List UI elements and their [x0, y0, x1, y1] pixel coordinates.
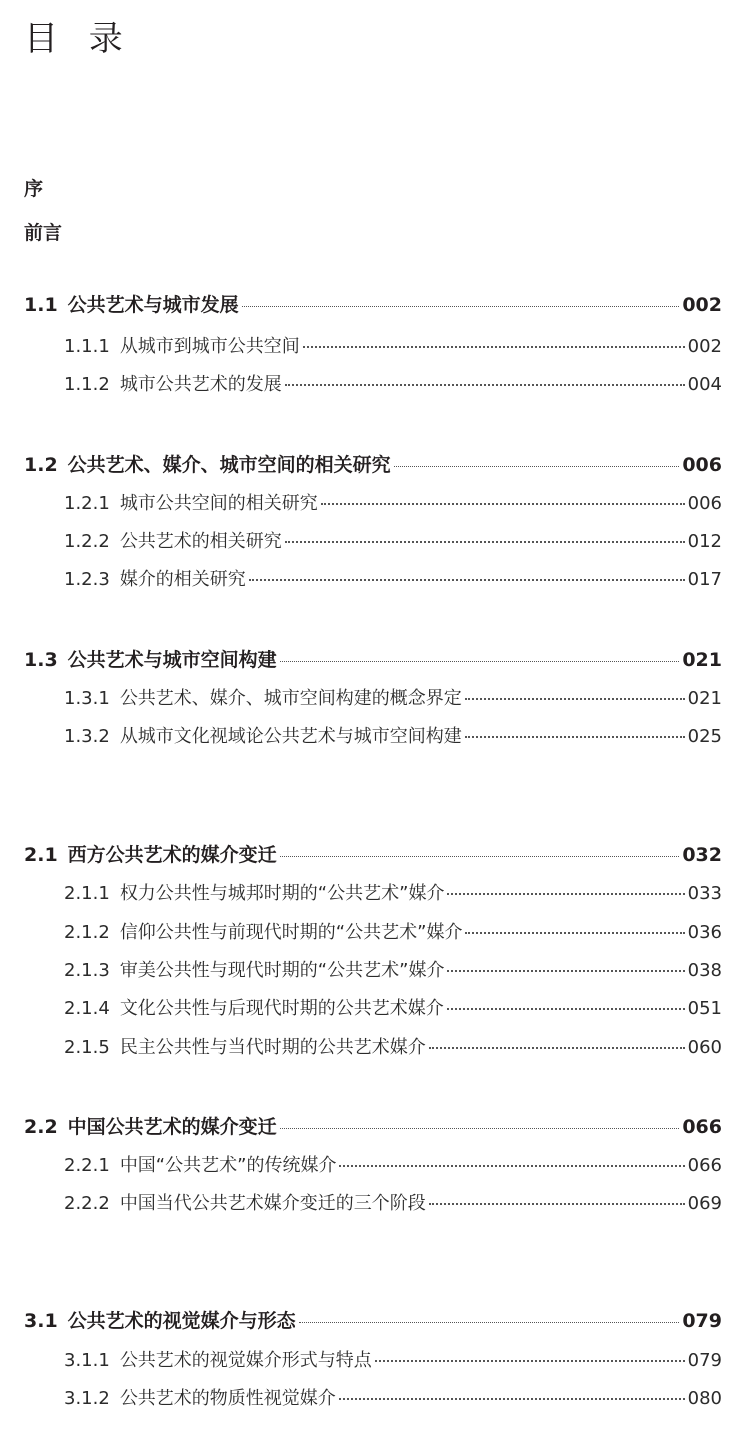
entry-number: 1.2.1 [64, 493, 110, 514]
entry-title: 中国“公共艺术”的传统媒介 [119, 1155, 337, 1176]
front-item-preface[interactable]: 序 [24, 178, 44, 200]
dot-leader [299, 1322, 680, 1323]
dot-leader [447, 1008, 685, 1010]
entry-number: 2.1.3 [64, 960, 110, 981]
page-number: 002 [682, 294, 722, 316]
page-number: 051 [687, 998, 722, 1019]
dot-leader [249, 579, 685, 581]
entry-number: 2.2 [24, 1116, 58, 1138]
entry-title: 城市公共艺术的发展 [119, 374, 282, 395]
dot-leader [465, 932, 684, 934]
entry-number: 2.2.2 [64, 1193, 110, 1214]
entry-title: 公共艺术与城市空间构建 [67, 649, 277, 671]
page-number: 079 [687, 1350, 722, 1371]
entry-number: 2.1.2 [64, 922, 110, 943]
page-title: 目 录 [24, 19, 133, 59]
entry-number: 1.3.2 [64, 726, 110, 747]
entry-number: 3.1.1 [64, 1350, 110, 1371]
entry-title: 公共艺术、媒介、城市空间的相关研究 [67, 454, 391, 476]
entry-number: 1.2.2 [64, 531, 110, 552]
dot-leader [339, 1165, 684, 1167]
page-number: 060 [687, 1037, 722, 1058]
dot-leader [394, 466, 680, 467]
entry-number: 1.3 [24, 649, 58, 671]
entry-number: 2.1.5 [64, 1037, 110, 1058]
toc-subsection-entry[interactable] [64, 1195, 722, 1213]
toc-subsection-entry[interactable] [64, 376, 722, 394]
entry-number: 1.1.1 [64, 336, 110, 357]
front-item-foreword[interactable]: 前言 [24, 222, 63, 244]
dot-leader [447, 970, 684, 972]
page-number: 033 [687, 883, 722, 904]
page-number: 006 [682, 454, 722, 476]
toc-subsection-entry[interactable] [64, 338, 722, 356]
dot-leader [303, 346, 685, 348]
entry-title: 审美公共性与现代时期的“公共艺术”媒介 [119, 960, 445, 981]
entry-title: 权力公共性与城邦时期的“公共艺术”媒介 [119, 883, 445, 904]
page-number: 025 [687, 726, 722, 747]
page-number: 066 [682, 1116, 722, 1138]
toc-subsection-entry[interactable] [64, 885, 722, 903]
toc-subsection-entry[interactable] [64, 690, 722, 708]
entry-title: 民主公共性与当代时期的公共艺术媒介 [119, 1037, 426, 1058]
toc-subsection-entry[interactable] [64, 924, 722, 942]
page-number: 021 [682, 649, 722, 671]
toc-subsection-entry[interactable] [64, 1352, 722, 1370]
entry-title: 城市公共空间的相关研究 [119, 493, 318, 514]
dot-leader [429, 1203, 685, 1205]
toc-subsection-entry[interactable] [64, 728, 722, 746]
entry-number: 1.1 [24, 294, 58, 316]
entry-title: 公共艺术的相关研究 [119, 531, 282, 552]
toc-section-entry[interactable] [24, 651, 722, 670]
entry-title: 信仰公共性与前现代时期的“公共艺术”媒介 [119, 922, 463, 943]
dot-leader [339, 1398, 685, 1400]
page-number: 032 [682, 844, 722, 866]
toc-subsection-entry[interactable] [64, 1157, 722, 1175]
dot-leader [285, 541, 685, 543]
entry-title: 从城市文化视域论公共艺术与城市空间构建 [119, 726, 462, 747]
entry-title: 公共艺术的视觉媒介形式与特点 [119, 1350, 372, 1371]
page-number: 004 [687, 374, 722, 395]
entry-number: 3.1 [24, 1310, 58, 1332]
toc-section-entry[interactable] [24, 296, 722, 315]
toc-subsection-entry[interactable] [64, 1039, 722, 1057]
dot-leader [280, 661, 680, 662]
dot-leader [465, 736, 685, 738]
toc-subsection-entry[interactable] [64, 962, 722, 980]
dot-leader [375, 1360, 685, 1362]
dot-leader [280, 856, 680, 857]
page-number: 021 [687, 688, 722, 709]
page-number: 079 [682, 1310, 722, 1332]
page-number: 066 [687, 1155, 722, 1176]
entry-title: 从城市到城市公共空间 [119, 336, 300, 357]
entry-title: 公共艺术的视觉媒介与形态 [67, 1310, 296, 1332]
page-number: 080 [687, 1388, 722, 1409]
page-number: 002 [687, 336, 722, 357]
entry-title: 媒介的相关研究 [119, 569, 246, 590]
entry-number: 1.2.3 [64, 569, 110, 590]
entry-title: 公共艺术、媒介、城市空间构建的概念界定 [119, 688, 462, 709]
page-number: 017 [687, 569, 722, 590]
dot-leader [285, 384, 685, 386]
page-number: 012 [687, 531, 722, 552]
dot-leader [429, 1047, 685, 1049]
dot-leader [465, 698, 685, 700]
toc-subsection-entry[interactable] [64, 495, 722, 513]
toc-section-entry[interactable] [24, 846, 722, 865]
toc-section-entry[interactable] [24, 1118, 722, 1137]
dot-leader [447, 893, 684, 895]
page-number: 069 [687, 1193, 722, 1214]
entry-title: 公共艺术的物质性视觉媒介 [119, 1388, 336, 1409]
toc-subsection-entry[interactable] [64, 1000, 722, 1018]
entry-title: 中国公共艺术的媒介变迁 [67, 1116, 277, 1138]
dot-leader [280, 1128, 680, 1129]
toc-subsection-entry[interactable] [64, 533, 722, 551]
toc-subsection-entry[interactable] [64, 1390, 722, 1408]
entry-title: 中国当代公共艺术媒介变迁的三个阶段 [119, 1193, 426, 1214]
entry-number: 3.1.2 [64, 1388, 110, 1409]
toc-subsection-entry[interactable] [64, 571, 722, 589]
entry-number: 2.1.1 [64, 883, 110, 904]
entry-number: 1.2 [24, 454, 58, 476]
entry-number: 1.1.2 [64, 374, 110, 395]
entry-number: 2.1 [24, 844, 58, 866]
page-number: 006 [687, 493, 722, 514]
entry-number: 2.2.1 [64, 1155, 110, 1176]
entry-title: 文化公共性与后现代时期的公共艺术媒介 [119, 998, 444, 1019]
entry-number: 1.3.1 [64, 688, 110, 709]
dot-leader [242, 306, 680, 307]
entry-title: 公共艺术与城市发展 [67, 294, 239, 316]
page-number: 038 [687, 960, 722, 981]
page-number: 036 [687, 922, 722, 943]
toc-section-entry[interactable] [24, 456, 722, 475]
entry-number: 2.1.4 [64, 998, 110, 1019]
entry-title: 西方公共艺术的媒介变迁 [67, 844, 277, 866]
toc-section-entry[interactable] [24, 1312, 722, 1331]
dot-leader [321, 503, 685, 505]
